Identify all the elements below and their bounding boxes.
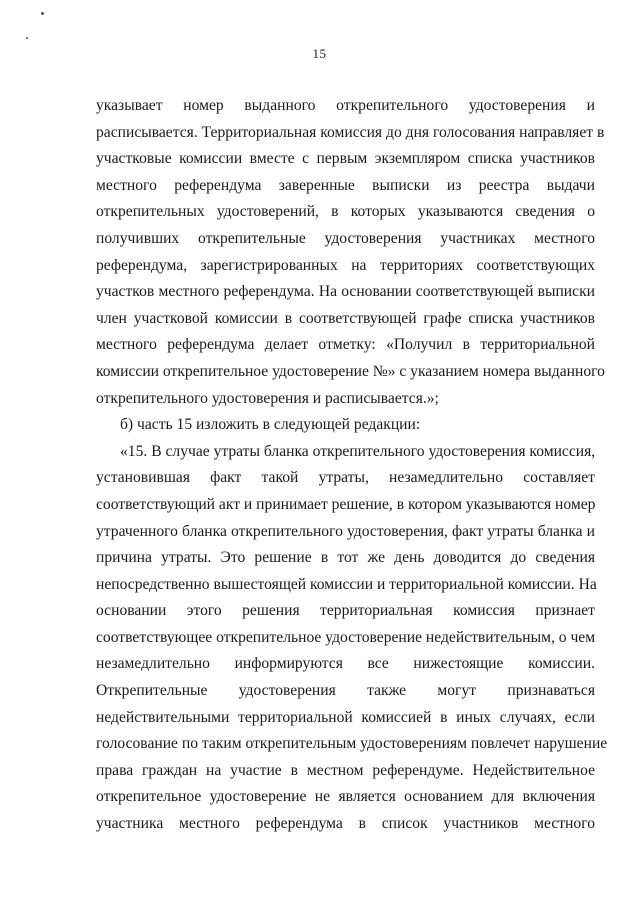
text-line: местного референдума заверенные выписки из реестра выдачи	[96, 176, 595, 194]
document-body	[96, 93, 608, 838]
text-line: местного референдума делает отметку: «Получил в территориальной	[96, 336, 595, 354]
text-line: б) часть 15 изложить в следующей редакции:	[120, 416, 421, 434]
text-line: права граждан на участие в местном референдуме. Недействительное	[96, 761, 595, 779]
text-line: причина утраты. Это решение в тот же день доводится до сведения	[96, 549, 595, 567]
text-line: указывает номер выданного открепительного удостоверения и	[96, 97, 595, 114]
text-line: расписывается. Территориальная комиссия до дня голосования направляет в	[96, 123, 605, 141]
text-line: основании этого решения территориальная комиссия признает	[96, 602, 595, 620]
text-line: соответствующий акт и принимает решение, в котором указываются номер	[96, 495, 596, 513]
text-line: недействительными территориальной комиссией в иных случаях, если	[96, 708, 595, 726]
text-line: получивших открепительные удостоверения участниках местного	[96, 229, 595, 247]
text-line: комиссии открепительное удостоверение №» с указанием номера выданного	[96, 362, 605, 380]
scan-speck	[26, 37, 28, 39]
text-line: установившая факт такой утраты, незамедлительно составляет	[96, 469, 595, 487]
page-number: 15	[312, 46, 327, 61]
text-line: утраченного бланка открепительного удостоверения, факт утраты бланка и	[96, 522, 595, 540]
text-line: Открепительные удостоверения также могут признаваться	[96, 682, 595, 700]
text-line: непосредственно вышестоящей комиссии и территориальной комиссии. На	[96, 575, 597, 593]
text-line: незамедлительно информируются все нижестоящие комиссии.	[96, 655, 595, 673]
text-line: открепительного удостоверения и расписывается.»;	[96, 389, 439, 407]
scan-speck	[41, 12, 44, 15]
text-line: член участковой комиссии в соответствующей графе списка участников	[96, 309, 595, 327]
text-line: соответствующее открепительное удостоверение недействительным, о чем	[96, 628, 596, 646]
text-line: открепительное удостоверение не является основанием для включения	[96, 788, 595, 806]
text-line: участков местного референдума. На основании соответствующей выписки	[96, 283, 595, 301]
text-line: «15. В случае утраты бланка открепительного удостоверения комиссия,	[120, 442, 596, 460]
text-line: участковые комиссии вместе с первым экземпляром списка участников	[96, 150, 595, 168]
text-line: участника местного референдума в список участников местного	[96, 815, 595, 833]
text-line: открепительных удостоверений, в которых указываются сведения о	[96, 203, 595, 221]
text-line: референдума, зарегистрированных на территориях соответствующих	[96, 256, 595, 274]
text-line: голосование по таким открепительным удостоверениям повлечет нарушение	[96, 735, 608, 753]
